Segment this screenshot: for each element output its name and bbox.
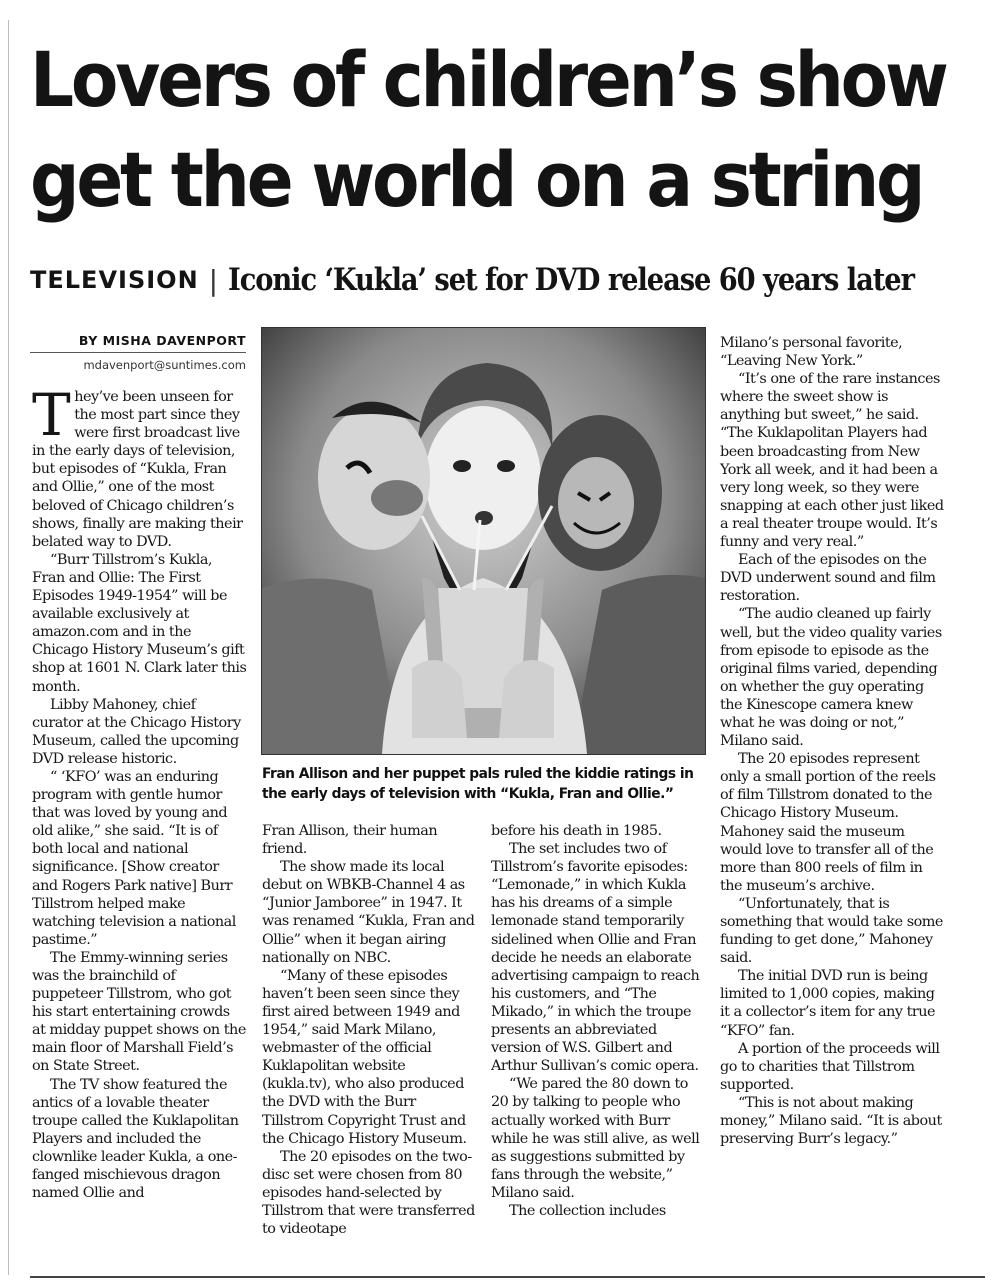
- paragraph: The collection includes: [509, 1202, 666, 1219]
- photo-caption: Fran Allison and her puppet pals ruled the kiddie ratings in the early days of television with “Kukla, Fran and Ollie.”: [262, 766, 694, 802]
- kicker-separator: |: [208, 263, 219, 297]
- article-column-3: [491, 822, 706, 1220]
- photo-illustration: [262, 328, 705, 754]
- paragraph: “Many of these episodes haven’t been seen since they first aired between 1949 and 1954,” said Mark Milano, webmaster of the official Kuklapolitan website (kukla.tv), who also produced the DVD with the Burr Tillstrom Copyright Trust and the Chicago History Museum.: [262, 967, 467, 1147]
- lead-paragraph: [32, 381, 247, 551]
- paragraph: “We pared the 80 down to 20 by talking to people who actually worked with Burr while he was still alive, as well as suggestions submitted by fans through the website,” Milano said.: [491, 1076, 700, 1201]
- paragraph: “Unfortunately, that is something that would take some funding to get done,” Mahoney said.: [720, 895, 943, 967]
- paragraph: The Emmy-winning series was the brainchild of puppeteer Tillstrom, who got his start entertaining crowds at midday puppet shows on the main floor of Marshall Field’s on State Street.: [32, 949, 246, 1075]
- paragraph: “It’s one of the rare instances where the sweet show is anything but sweet,” he said. “The Kuklapolitan Players had been broadcasting from New York all week, and it had been a very long week, so they were snapping at each other just liked a real theater troupe would. It’s funny and very real.”: [720, 371, 944, 551]
- deck: [30, 262, 990, 306]
- headline-line-1: Lovers of children’s show: [30, 35, 946, 124]
- headline: [30, 30, 946, 230]
- paragraph: The initial DVD run is being limited to 1,000 copies, making it a collector’s item for any true “KFO” fan.: [720, 968, 936, 1039]
- article-column-2: [262, 822, 477, 1238]
- paragraph: before his death in 1985.: [491, 823, 662, 839]
- photo-fran-allison-with-puppets: [262, 328, 705, 754]
- byline: BY MISHA DAVENPORT: [30, 333, 246, 353]
- paragraph: “The audio cleaned up fairly well, but the video quality varies from episode to episode as the original films varied, depending on whether the guy operating the Kinescope camera knew what he was doing or not,” Milano said.: [720, 606, 942, 750]
- article-column-1: [32, 381, 247, 1202]
- paragraph: “ ‘KFO’ was an enduring program with gentle humor that was loved by young and old alike,” she said. “It is of both local and national significance. [Show creator and Rogers Park native] Burr Tillstrom helped make watching television a national pastime.”: [32, 768, 236, 948]
- paragraph: Fran Allison, their human friend.: [262, 823, 438, 858]
- paragraph: Libby Mahoney, chief curator at the Chicago History Museum, called the upcoming DVD release historic.: [32, 696, 241, 767]
- paragraph: The set includes two of Tillstrom’s favorite episodes: “Lemonade,” in which Kukla has his dreams of a simple lemonade stand temporarily sidelined when Ollie and Fran decide he needs an elaborate advertising campaign to reach his customers, and “The Mikado,” in which the troupe presents an abbreviated version of W.S. Gilbert and Arthur Sullivan’s comic opera.: [491, 841, 700, 1075]
- page-left-rule: [8, 20, 9, 1275]
- paragraph: The 20 episodes on the two-disc set were chosen from 80 episodes hand-selected by Tillstrom that were transferred to videotape: [262, 1148, 475, 1238]
- article-column-4: [720, 334, 945, 1148]
- section-kicker: TELEVISION: [30, 266, 199, 294]
- author-email: mdavenport@suntimes.com: [83, 358, 246, 372]
- paragraph: The show made its local debut on WBKB-Channel 4 as “Junior Jamboree” in 1947. It was renamed “Kukla, Fran and Ollie” when it began airing nationally on NBC.: [262, 859, 475, 966]
- paragraph: “This is not about making money,” Milano said. “It is about preserving Burr’s legacy.”: [720, 1094, 942, 1148]
- paragraph: Milano’s personal favorite, “Leaving New York.”: [720, 335, 903, 370]
- paragraph: The TV show featured the antics of a lovable theater troupe called the Kuklapolitan Players and included the clownlike leader Kukla, a one-fanged mischievous dragon named Ollie and: [32, 1076, 239, 1202]
- paragraph: A portion of the proceeds will go to charities that Tillstrom supported.: [720, 1040, 940, 1093]
- paragraph: The 20 episodes represent only a small portion of the reels of film Tillstrom donated to the Chicago History Museum. Mahoney said the museum would love to transfer all of the more than 800 reels of film in the museum’s archive.: [720, 751, 936, 894]
- headline-line-2: get the world on a string: [30, 135, 923, 224]
- paragraph: Each of the episodes on the DVD underwent sound and film restoration.: [720, 552, 936, 605]
- page-bottom-rule: [30, 1276, 985, 1278]
- drop-cap: T: [32, 381, 71, 449]
- lead-text: hey’ve been unseen for the most part since they were first broadcast live in the early days of television, but episodes of “Kukla, Fran and Ollie,” one of the most beloved of Chicago children’s shows, finally are making their belated way to DVD.: [32, 389, 243, 550]
- paragraph: “Burr Tillstrom’s Kukla, Fran and Ollie: The First Episodes 1949-1954” will be available exclusively at amazon.com and in the Chicago History Museum’s gift shop at 1601 N. Clark later this month.: [32, 551, 247, 695]
- subheadline: Iconic ‘Kukla’ set for DVD release 60 years later: [228, 262, 915, 298]
